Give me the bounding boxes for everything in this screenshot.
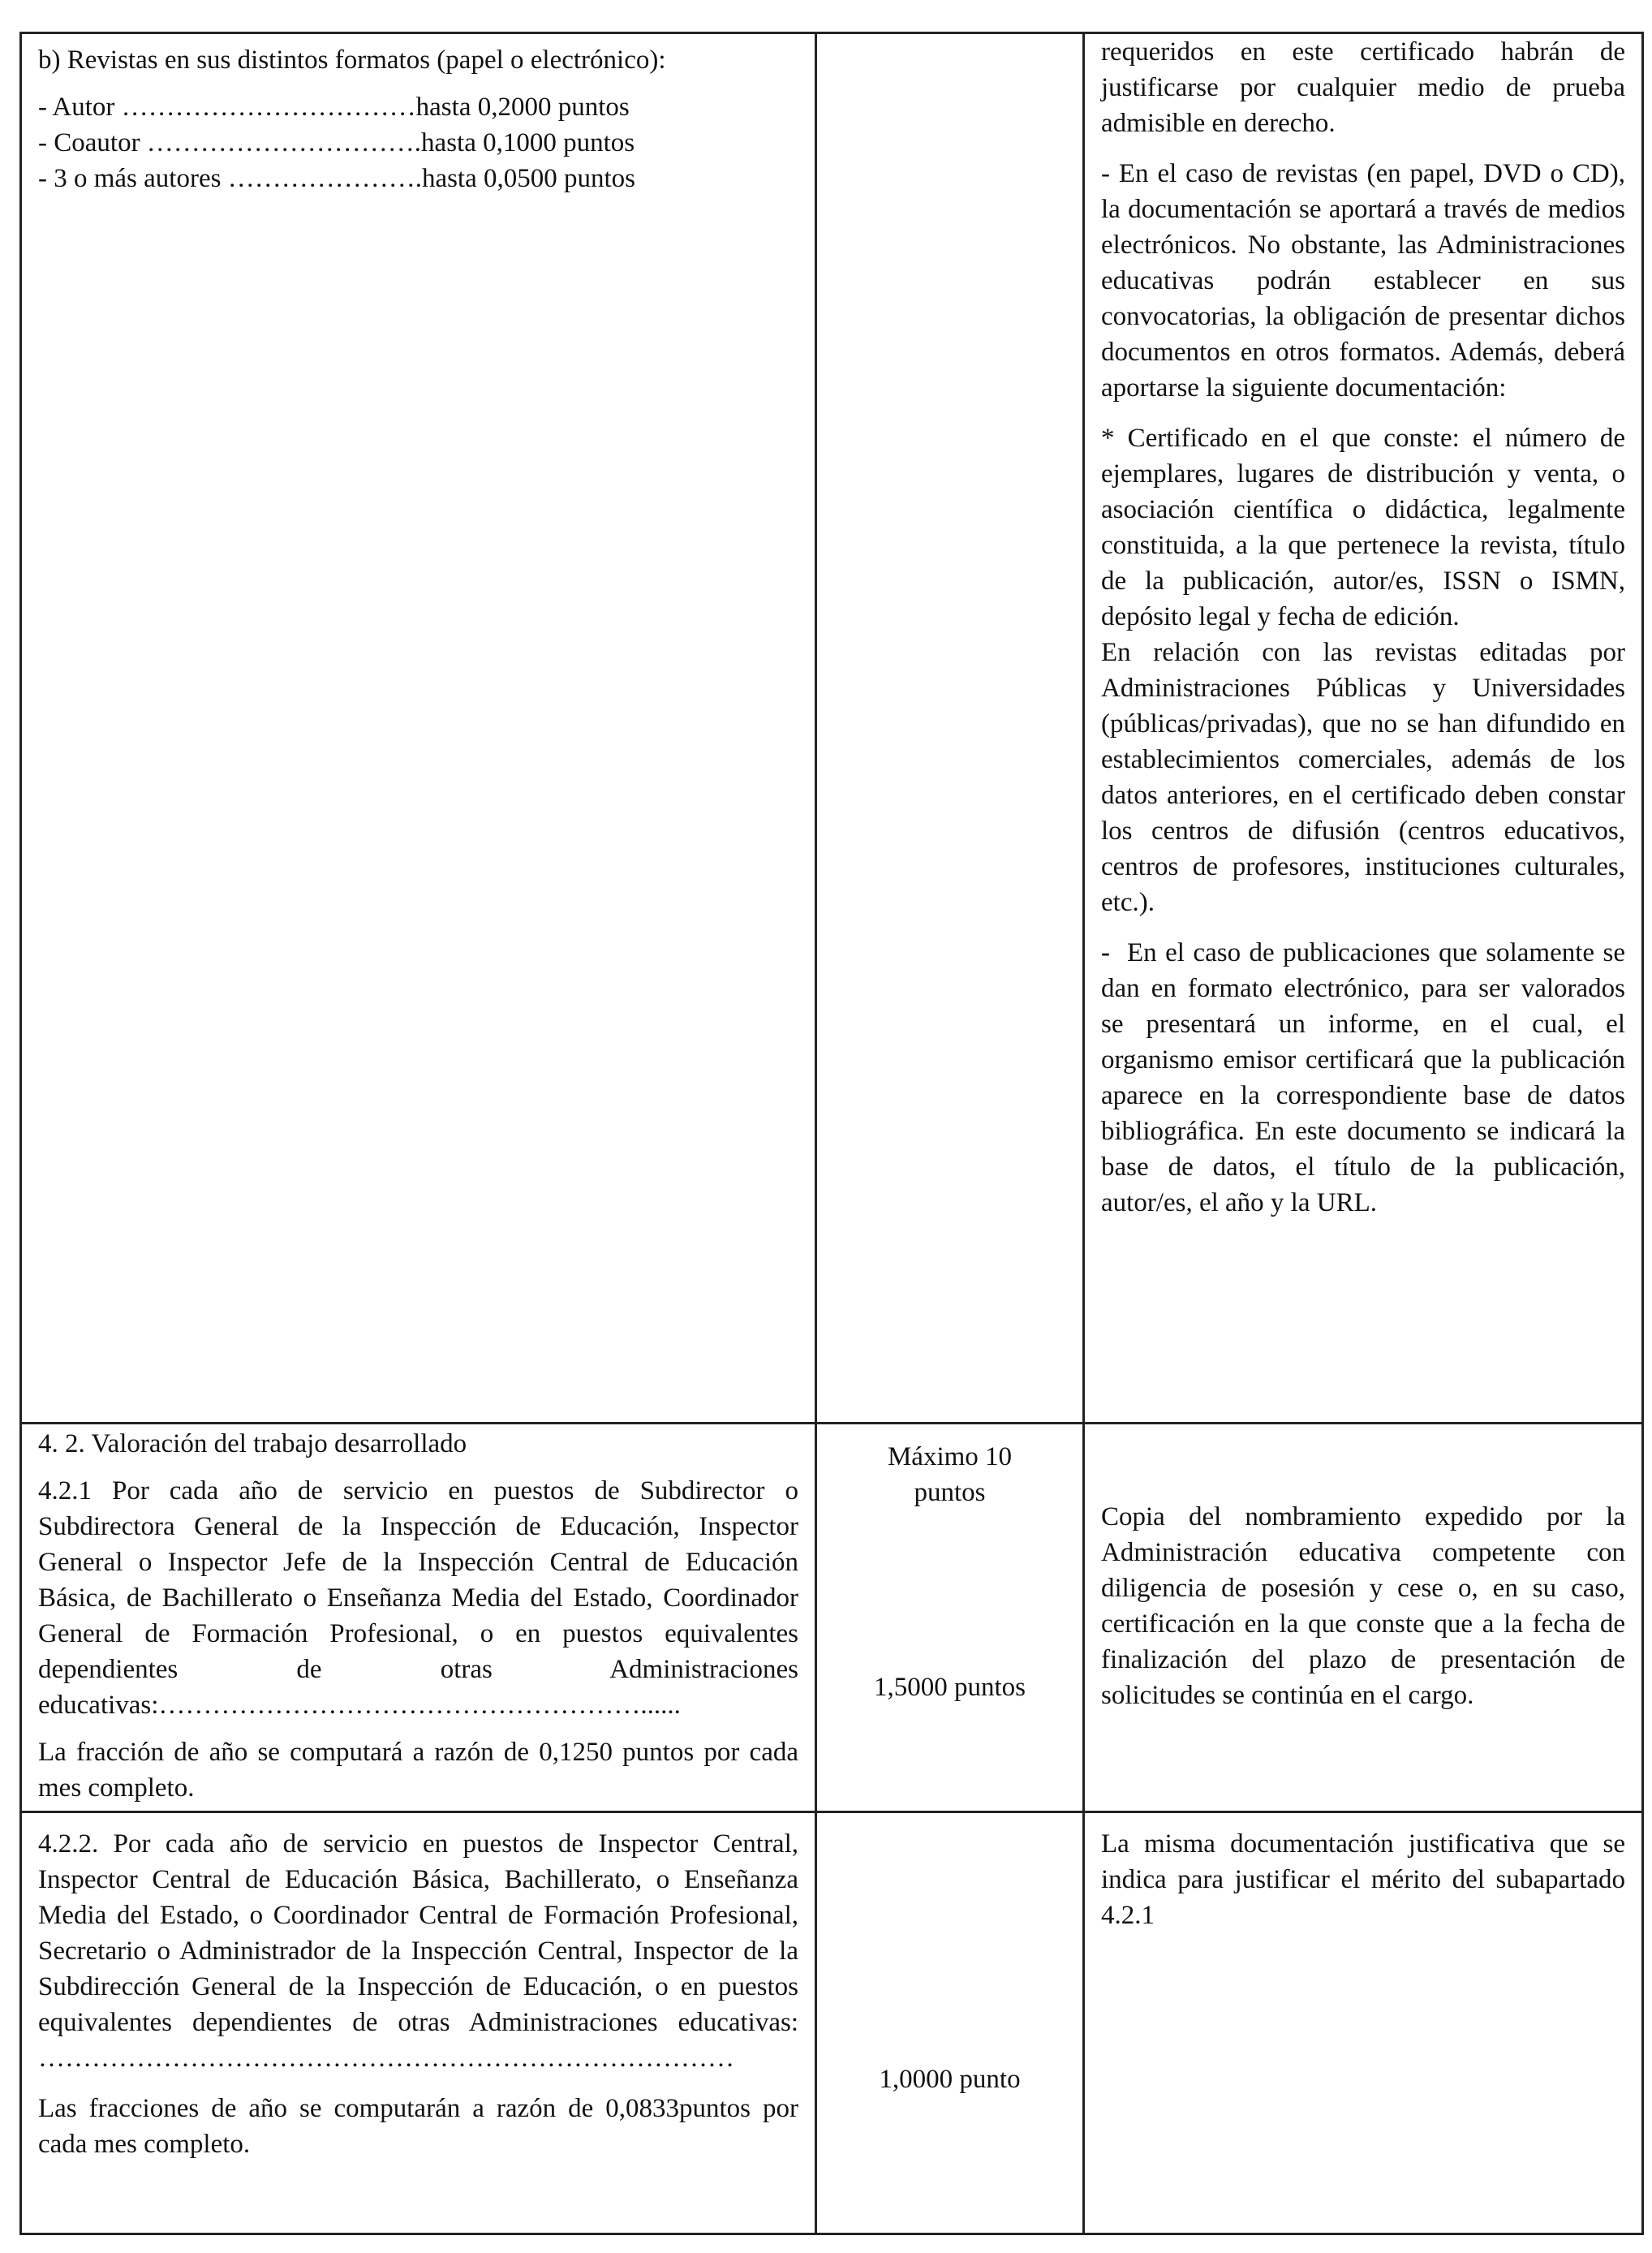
doc-paragraph: * Certificado en el que conste: el número de ejemplares, lugares de distribución y venta, o asociación científica o didáctica, legalmente constituida, a la que pertenece la revista, título de la publicación, autor/es, ISSN o ISMN, depósito legal y fecha de edición. xyxy=(1101,424,1625,631)
merit-note: La fracción de año se computará a razón de 0,1250 puntos por cada mes completo. xyxy=(38,1738,798,1803)
table-row-4-2-1 xyxy=(21,1424,1643,1812)
points-max: Máximo 10 puntos xyxy=(887,1442,1013,1507)
points-item-tres-autores: - 3 o más autores ………………….hasta 0,0500 puntos xyxy=(38,164,636,193)
doc-paragraph: - En el caso de revistas (en papel, DVD o CD), la documentación se aportará a través de medios electrónicos. No obstante, las Administraciones educativas podrán establecer en sus convocatorias, la obligación de presentar dichos documentos en otros formatos. Además, deberá aportarse la siguiente documentación: xyxy=(1101,159,1625,403)
dash-marker: - xyxy=(1101,938,1110,967)
section-heading: 4. 2. Valoración del trabajo desarrollado xyxy=(38,1429,467,1458)
doc-paragraph-electronic xyxy=(1101,935,1625,1221)
documentation-cell xyxy=(1084,1424,1643,1812)
merit-cell xyxy=(21,1424,816,1812)
points-per-year: 1,0000 punto xyxy=(879,2065,1021,2094)
merit-body: 4.2.2. Por cada año de servicio en puestos de Inspector Central, Inspector Central de Educación Básica, Bachillerato, o Enseñanza Media del Estado, o Coordinador Central de Formación Profesional, Secretario o Administrador de la Inspección Central, Inspector de la Subdirección General de la Inspección de Educación, o en puestos equivalentes dependientes de otras Administraciones educativas: xyxy=(38,1829,798,2037)
doc-paragraph: En relación con las revistas editadas por Administraciones Públicas y Universidades (públicas/privadas), que no se han difundido en establecimientos comerciales, además de los datos anteriores, en el certificado deben constar los centros de difusión (centros educativos, centros de profesores, instituciones culturales, etc.). xyxy=(1101,638,1625,917)
merit-dots: …………………………………………………………………… xyxy=(38,2044,734,2073)
doc-paragraph: La misma documentación justificativa que se indica para justificar el mérito del subapartado 4.2.1 xyxy=(1101,1829,1625,1930)
table-row-revistas xyxy=(21,33,1643,1424)
doc-paragraph: requeridos en este certificado habrán de justificarse por cualquier medio de prueba admisible en derecho. xyxy=(1101,37,1625,138)
documentation-cell xyxy=(1084,1812,1643,2234)
merit-cell xyxy=(21,33,816,1424)
doc-paragraph-text: En el caso de publicaciones que solamente se dan en formato electrónico, para ser valorados se presentará un informe, en el cual, el organismo emisor certificará que la publicación aparece en la correspondiente base de datos bibliográfica. En este documento se indicará la base de datos, el título de la publicación, autor/es, el año y la URL. xyxy=(1101,938,1626,1217)
points-cell xyxy=(816,1812,1084,2234)
merit-body: 4.2.1 Por cada año de servicio en puestos de Subdirector o Subdirectora General de la Inspección de Educación, Inspector General o Inspector Jefe de la Inspección Central de Educación Básica, de Bachillerato o Enseñanza Media del Estado, Coordinador General de Formación Profesional, o en puestos equivalentes dependientes de otras Administraciones educativas:………………………………………………...... xyxy=(38,1476,798,1720)
merits-table xyxy=(19,32,1644,2235)
points-item-autor: - Autor ……………………………hasta 0,2000 puntos xyxy=(38,93,630,122)
merit-note: Las fracciones de año se computarán a razón de 0,0833puntos por cada mes completo. xyxy=(38,2094,798,2159)
merit-cell xyxy=(21,1812,816,2234)
points-cell xyxy=(816,33,1084,1424)
points-cell xyxy=(816,1424,1084,1812)
doc-paragraph: Copia del nombramiento expedido por la Administración educativa competente con diligencia de posesión y cese o, en su caso, certificación en la que conste que a la fecha de finalización del plazo de presentación de solicitudes se continúa en el cargo. xyxy=(1101,1502,1625,1710)
table-row-4-2-2 xyxy=(21,1812,1643,2234)
points-per-year: 1,5000 puntos xyxy=(873,1673,1026,1702)
points-item-coautor: - Coautor ………………………….hasta 0,1000 puntos xyxy=(38,128,635,157)
documentation-cell xyxy=(1084,33,1643,1424)
merit-heading: b) Revistas en sus distintos formatos (papel o electrónico): xyxy=(38,45,666,75)
